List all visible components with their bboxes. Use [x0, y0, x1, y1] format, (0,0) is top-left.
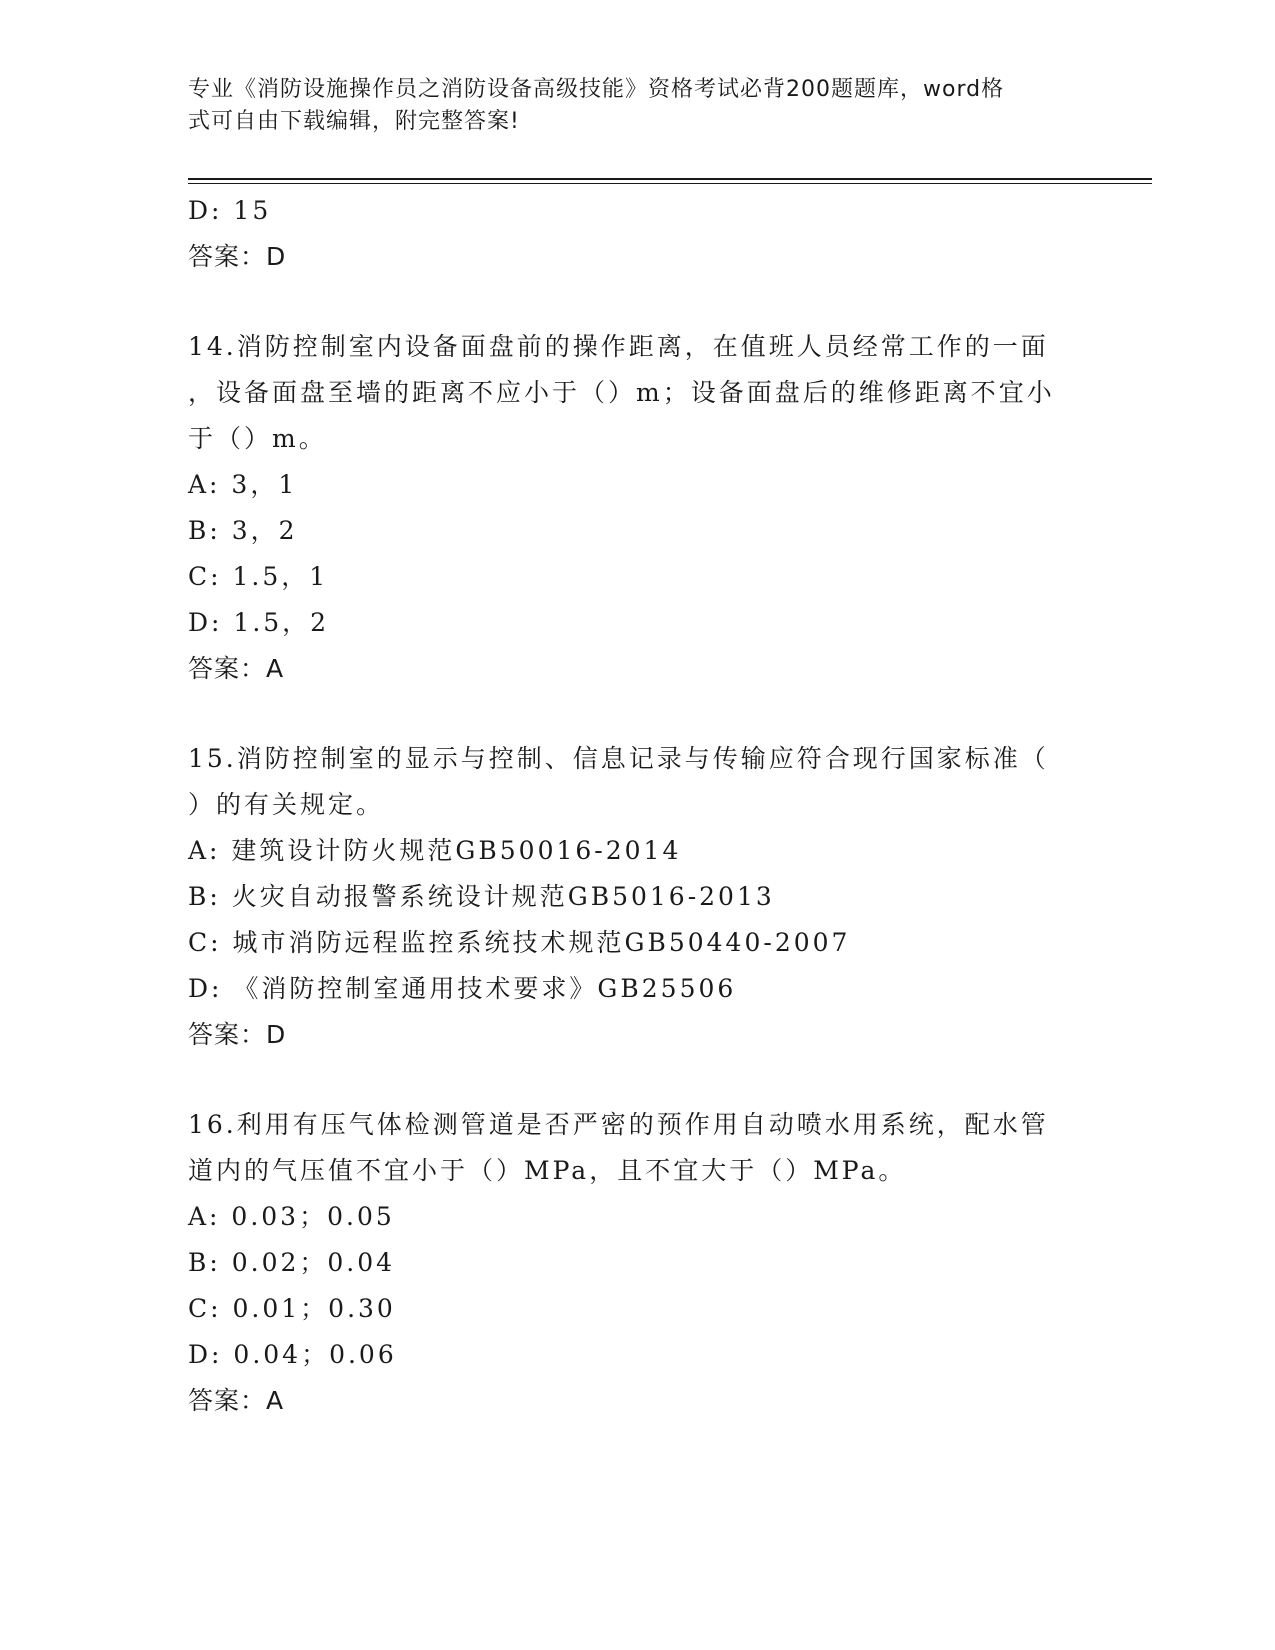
option-c: C: 城市消防远程监控系统技术规范GB50440-2007: [188, 928, 851, 957]
option-d: D: 15: [188, 196, 272, 225]
question-16: [188, 1102, 1088, 1424]
spacer: [188, 280, 1088, 324]
answer-line: 答案：D: [188, 1020, 287, 1049]
option-a: A: 建筑设计防火规范GB50016-2014: [188, 836, 682, 865]
option-d: D: 1.5，2: [188, 608, 330, 637]
option-c: C: 1.5，1: [188, 562, 329, 591]
answer-line: 答案：A: [188, 654, 285, 683]
spacer: [188, 692, 1088, 736]
previous-question-tail: [188, 188, 1088, 280]
answer-line: 答案：A: [188, 1386, 285, 1415]
option-b: B: 3，2: [188, 516, 298, 545]
option-b: B: 火灾自动报警系统设计规范GB5016-2013: [188, 882, 775, 911]
question-text-line: 16.利用有压气体检测管道是否严密的预作用自动喷水用系统，配水管: [188, 1110, 1049, 1139]
option-d: D: 0.04；0.06: [188, 1340, 397, 1369]
header-rule-thin: [188, 183, 1152, 184]
answer-line: 答案：D: [188, 242, 287, 271]
header-line-1: 专业《消防设施操作员之消防设备高级技能》资格考试必背200题题库，word格: [188, 77, 1005, 102]
question-text-line: ，设备面盘至墙的距离不应小于（）m；设备面盘后的维修距离不宜小: [188, 378, 1055, 407]
spacer: [188, 1058, 1088, 1102]
question-list: [188, 188, 1088, 1424]
option-b: B: 0.02；0.04: [188, 1248, 396, 1277]
question-14: [188, 324, 1088, 692]
header-line-2: 式可自由下载编辑，附完整答案!: [188, 109, 520, 134]
option-a: A: 3，1: [188, 470, 298, 499]
option-d: D: 《消防控制室通用技术要求》GB25506: [188, 974, 737, 1003]
question-text-line: ）的有关规定。: [188, 790, 385, 819]
question-text-line: 14.消防控制室内设备面盘前的操作距离，在值班人员经常工作的一面: [188, 332, 1049, 361]
question-text-line: 道内的气压值不宜小于（）MPa，且不宜大于（）MPa。: [188, 1156, 907, 1185]
question-text-line: 15.消防控制室的显示与控制、信息记录与传输应符合现行国家标准（: [188, 744, 1049, 773]
header-rule-thick: [188, 178, 1152, 180]
question-text-line: 于（）m。: [188, 424, 327, 453]
option-a: A: 0.03；0.05: [188, 1202, 395, 1231]
question-15: [188, 736, 1088, 1058]
option-c: C: 0.01；0.30: [188, 1294, 396, 1323]
document-header: [188, 74, 1068, 138]
